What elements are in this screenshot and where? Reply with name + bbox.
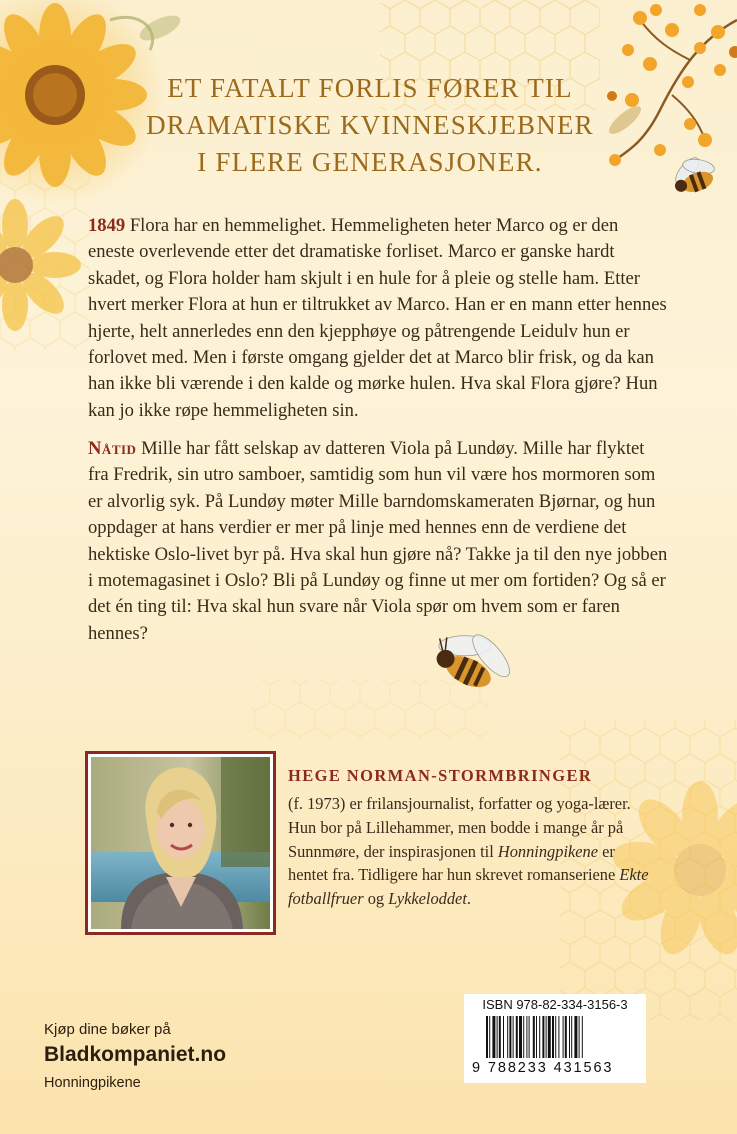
- author-bio-series-1: Ekte fotballfruer: [288, 865, 649, 909]
- author-bio: [288, 792, 653, 911]
- berry-branch-icon: [605, 4, 737, 166]
- author-name: HEGE NORMAN-STORMBRINGER: [288, 766, 593, 785]
- barcode-icon: [486, 1016, 626, 1062]
- shop-website: Bladkompaniet.no: [44, 1043, 227, 1066]
- author-bio-series-2: Lykkeloddet: [388, 889, 467, 909]
- story-1849-lead: 1849: [88, 215, 126, 236]
- headline-line-2: DRAMATISKE KVINNESKJEBNER: [146, 110, 594, 140]
- story-1849-paragraph: [88, 213, 668, 424]
- story-now-text: Mille har fått selskap av datteren Viola på Lundøy. Mille har flyktet fra Fredrik, sin utro samboer, samtidig som hun vil være hos mormoren som er alvorlig syk. På Lundøy møter Mille barndomskameraten Bjørnar, og hun oppdager at hans verdier er mer på linje med hennes enn de verdiene det hektiske Oslo-livet byr på. Hva skal hun gjøre nå? Takke ja til den nye jobben i motemagasinet i Oslo? Bli på Lundøy og finne ut mer om fortiden? Og så er det én ting til: Hva skal hun svare når Viola spør om hvem som er faren hennes?: [88, 438, 668, 644]
- author-bio-part-4: .: [466, 889, 471, 909]
- story-now-paragraph: [88, 436, 668, 647]
- shop-line-1: Kjøp dine bøker på: [44, 1021, 171, 1038]
- barcode-digits: 9 788233 431563: [472, 1060, 614, 1076]
- author-bio-part-1: (f. 1973) er frilansjournalist, forfatter og yoga-lærer. Hun bor på Lillehammer, men bodde i mange år på Sunnmøre, der inspirasjonen til: [288, 794, 631, 861]
- isbn-barcode-box: [464, 994, 646, 1083]
- author-bio-book-title: Honningpikene: [497, 841, 599, 861]
- author-photo: [91, 757, 270, 929]
- author-bio-part-3: og: [363, 889, 389, 909]
- author-photo-frame: [85, 751, 276, 935]
- headline-line-3: I FLERE GENERASJONER.: [197, 147, 543, 177]
- shop-book-title: Honningpikene: [44, 1075, 141, 1091]
- story-now-lead: Nåtid: [88, 438, 137, 459]
- author-bio-part-2: er hentet fra. Tidligere har hun skrevet romanseriene: [288, 841, 620, 885]
- headline-line-1: ET FATALT FORLIS FØRER TIL: [167, 73, 573, 103]
- bee-icon: [666, 148, 723, 199]
- headline: [120, 70, 620, 181]
- story-1849-text: Flora har en hemmelighet. Hemmeligheten heter Marco og er den eneste overlevende etter det dramatiske forliset. Marco er ganske hardt skadet, og Flora holder ham skjult i en hule for å pleie og stelle ham. Etter hvert merker Flora at hun er tiltrukket av Marco. Han er en mann etter hennes hjerte, helt annerledes enn den kjepphøye og påtrengende Leidulv hun er forlovet med. Men i første omgang gjelder det at Marco blir frisk, og da kan han ikke bli værende i den kalde og mørke hulen. Hva skal Flora gjøre? Hun kan jo ikke røpe hemmeligheten sin.: [88, 215, 667, 421]
- isbn-label: ISBN 978-82-334-3156-3: [482, 997, 628, 1012]
